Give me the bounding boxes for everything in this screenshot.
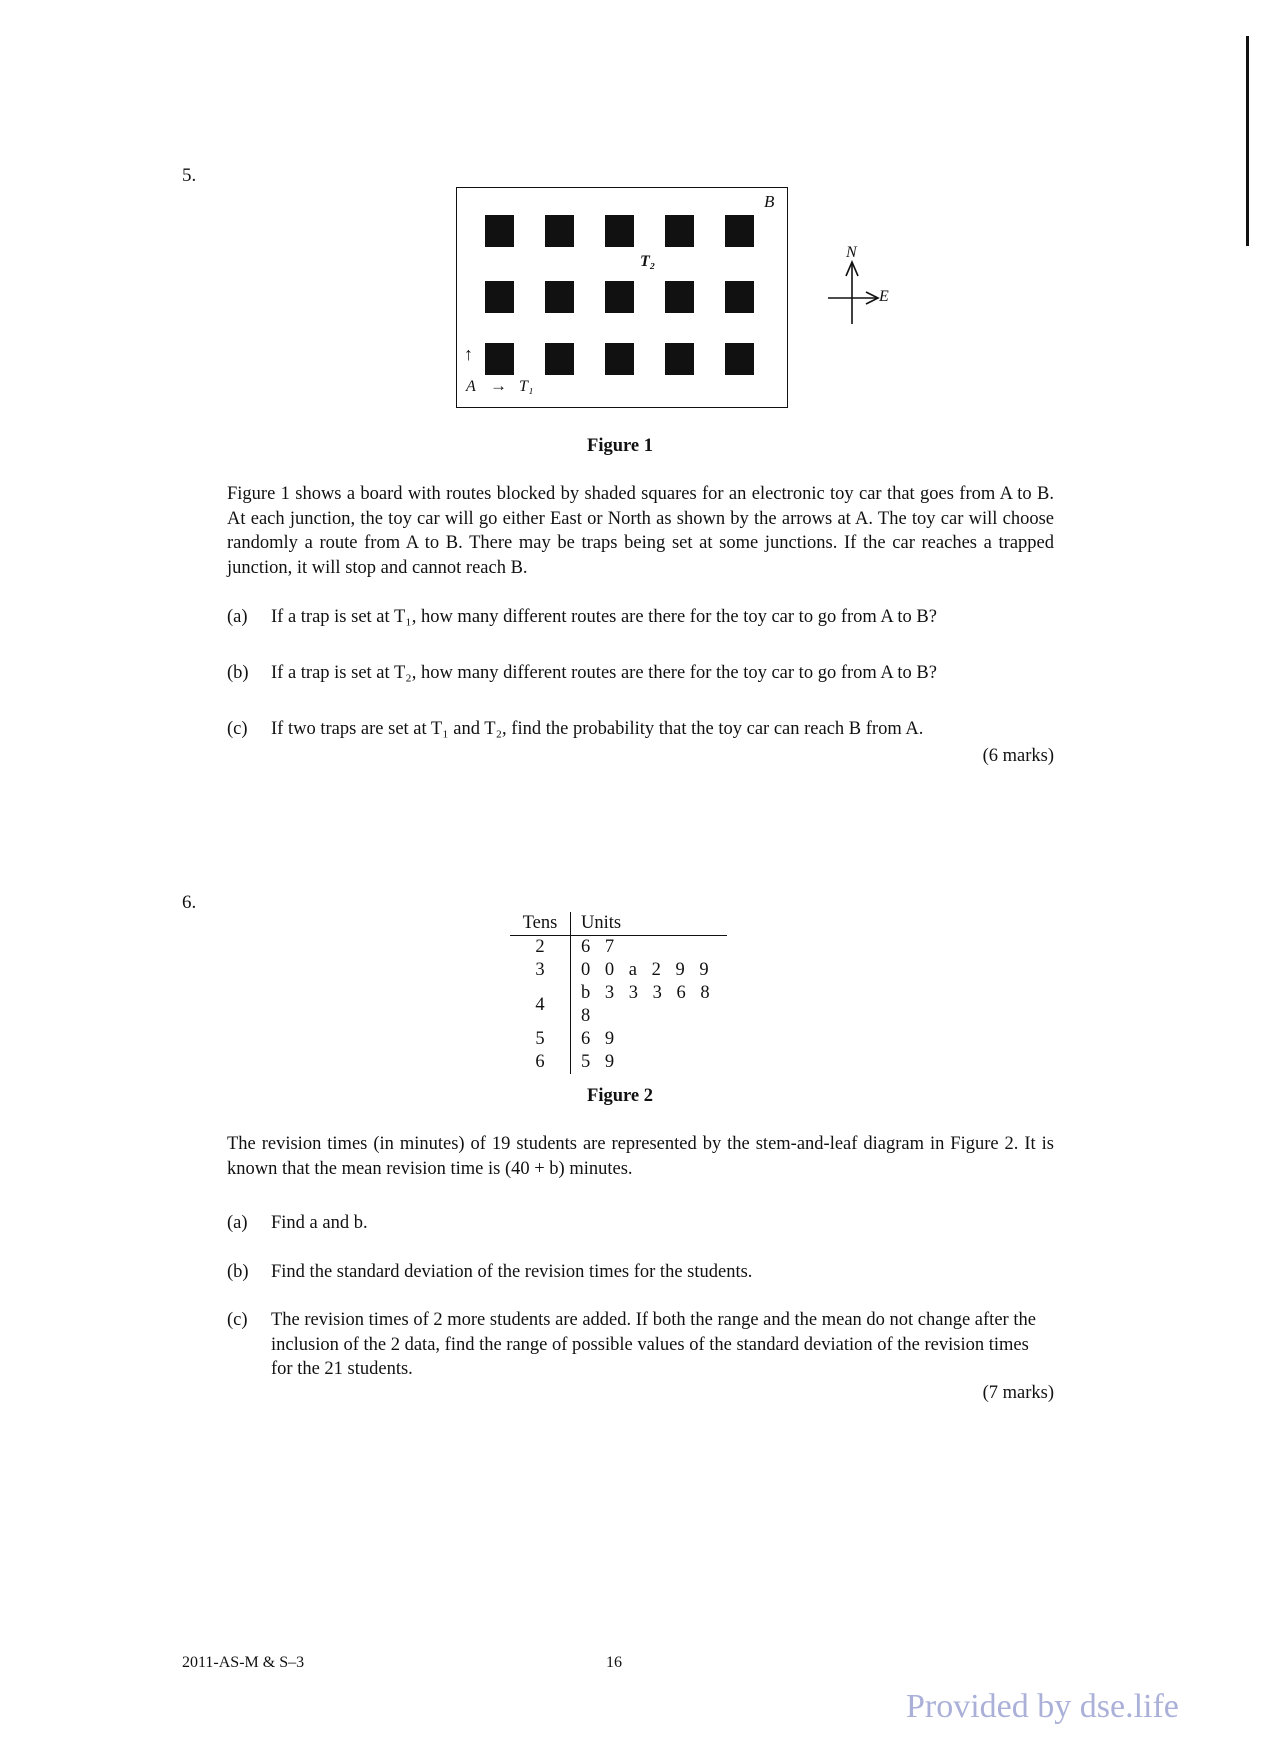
compass-e-label: E — [879, 288, 889, 305]
figure-2-caption: Figure 2 — [587, 1086, 653, 1106]
stem-leaf-row — [510, 1028, 727, 1051]
blocked-square — [725, 215, 754, 247]
watermark: Provided by dse.life — [906, 1688, 1179, 1725]
blocked-square — [665, 281, 694, 313]
part-text: If a trap is set at T₂, how many different routes are there for the toy car to go from A to B? — [271, 663, 937, 683]
part-label: (a) — [227, 1213, 248, 1233]
stem-leaf-table — [510, 912, 727, 1074]
leaf-values: 6 9 — [581, 1029, 620, 1049]
blocked-square — [545, 215, 574, 247]
question-6-number: 6. — [182, 892, 197, 913]
label-b: B — [764, 192, 775, 211]
figure-1-board — [456, 187, 788, 408]
blocked-square — [485, 343, 514, 375]
label-a: A — [466, 378, 476, 395]
stem-leaf-row — [510, 1051, 727, 1074]
blocked-square — [605, 343, 634, 375]
part-text: Find the standard deviation of the revision times for the students. — [271, 1262, 753, 1282]
blocked-square — [665, 215, 694, 247]
blocked-square — [725, 281, 754, 313]
blocked-square — [725, 343, 754, 375]
question-6b — [227, 1260, 1054, 1285]
label-t1: T₁ — [519, 378, 534, 395]
blocked-square — [605, 281, 634, 313]
blocked-square — [545, 281, 574, 313]
question-5-marks: (6 marks) — [982, 746, 1054, 766]
question-5c — [227, 717, 1054, 742]
question-5-intro: Figure 1 shows a board with routes blocked by shaded squares for an electronic toy car that goes from A to B. At each junction, the toy car will go either East or North as shown by the arrows at A. The toy car will choose randomly a route from A to B. There may be traps being set at some junctions. If the car reaches a trapped junction, it will stop and cannot reach B. — [227, 484, 1054, 578]
stem-value: 5 — [510, 1028, 571, 1051]
stem-leaf-diagram — [510, 912, 727, 1074]
label-t2: T₂ — [640, 253, 656, 270]
question-5-number: 5. — [182, 165, 197, 186]
part-label: (c) — [227, 1310, 248, 1330]
question-6-intro: The revision times (in minutes) of 19 students are represented by the stem-and-leaf diagram in Figure 2. It is known that the mean revision time is (40 + b) minutes. — [227, 1134, 1054, 1179]
leaf-values: b 3 3 3 6 8 8 — [581, 983, 715, 1026]
arrow-north: ↑ — [464, 344, 473, 364]
blocked-square — [665, 343, 694, 375]
question-6-marks: (7 marks) — [982, 1383, 1054, 1403]
page-edge-bar — [1246, 36, 1249, 246]
compass-n-label: N — [846, 244, 857, 261]
stem-leaf-row — [510, 936, 727, 960]
leaf-values: 0 0 a 2 9 9 — [581, 960, 714, 980]
arrow-east: → — [490, 376, 507, 395]
blocked-square — [605, 215, 634, 247]
stem-leaf-header — [510, 912, 727, 936]
blocked-square — [545, 343, 574, 375]
part-text: If a trap is set at T₁, how many different routes are there for the toy car to go from A to B? — [271, 607, 937, 627]
stem-leaf-row — [510, 959, 727, 982]
stem-leaf-row — [510, 982, 727, 1028]
stem-value: 2 — [510, 936, 571, 960]
units-header: Units — [571, 912, 728, 936]
part-label: (a) — [227, 607, 248, 627]
stem-value: 6 — [510, 1051, 571, 1074]
part-label: (b) — [227, 663, 249, 683]
compass-icon — [822, 244, 902, 330]
leaf-values: 5 9 — [581, 1052, 620, 1072]
tens-header: Tens — [510, 912, 571, 936]
question-6c — [227, 1308, 1054, 1382]
part-text: The revision times of 2 more students are added. If both the range and the mean do not change after the inclusion of the 2 data, find the range of possible values of the standard deviation of the revision times for the 21 students. — [271, 1310, 1036, 1379]
part-label: (b) — [227, 1262, 249, 1282]
paper-code: 2011-AS-M & S–3 — [182, 1654, 305, 1671]
figure-1-caption: Figure 1 — [587, 436, 653, 456]
question-5a — [227, 605, 1054, 630]
part-label: (c) — [227, 719, 248, 739]
part-text: If two traps are set at T₁ and T₂, find the probability that the toy car can reach B from A. — [271, 719, 924, 739]
part-text: Find a and b. — [271, 1213, 368, 1233]
question-5b — [227, 661, 1054, 686]
blocked-square — [485, 281, 514, 313]
page-number: 16 — [606, 1654, 622, 1671]
leaf-values: 6 7 — [581, 937, 620, 957]
question-6a — [227, 1211, 1054, 1236]
stem-value: 3 — [510, 959, 571, 982]
stem-value: 4 — [510, 982, 571, 1028]
compass-arrows — [822, 248, 902, 330]
blocked-square — [485, 215, 514, 247]
